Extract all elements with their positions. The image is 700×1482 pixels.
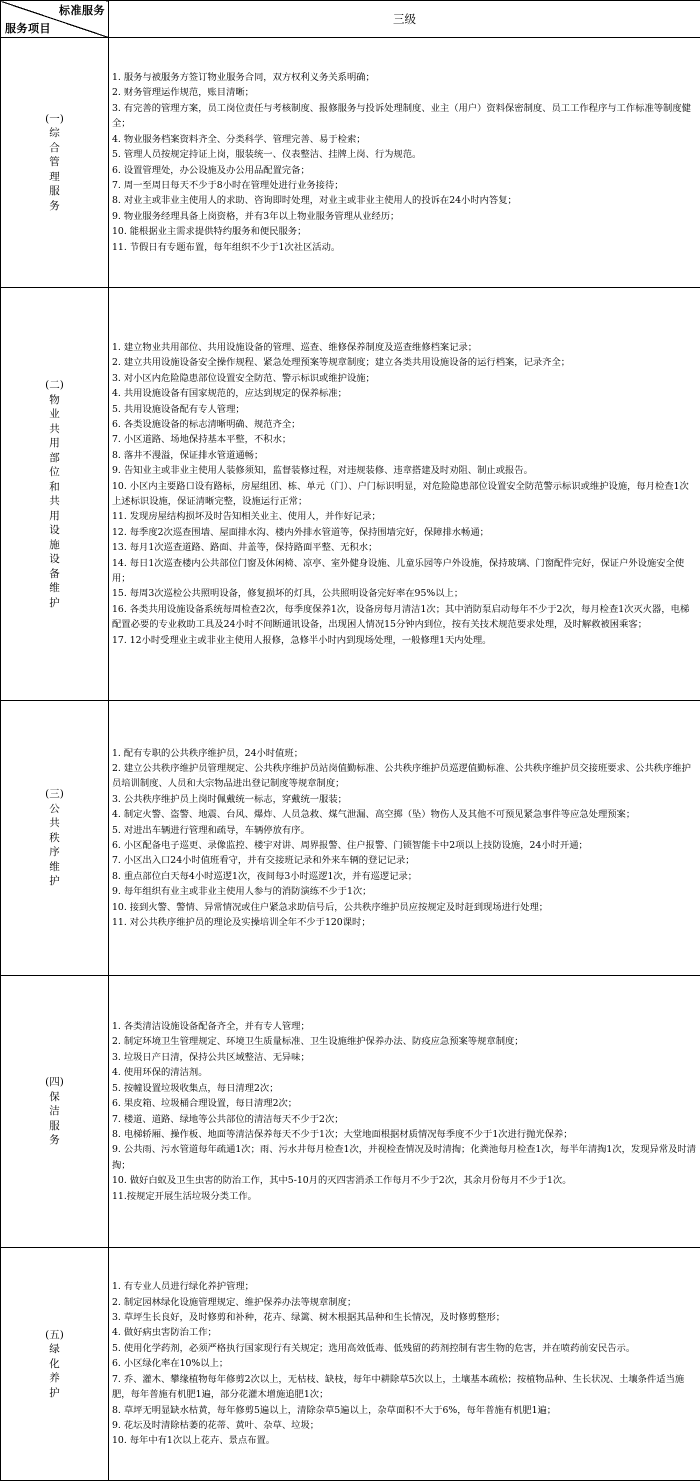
standard-item: 10. 每年中有1次以上花卉、景点布置。: [112, 1435, 276, 1447]
standard-item: 5. 按幢设置垃圾收集点，每日清理2次；: [112, 1082, 279, 1094]
standard-item: 2. 制定环境卫生管理规定、环境卫生质量标准、卫生设施维护保养办法、防疫应急预案等规章制度；: [112, 1036, 524, 1048]
standard-item-list: [112, 746, 697, 931]
standard-item: 7. 周一至周日每天不少于8小时在管理处进行业务接待；: [112, 179, 344, 191]
standard-item: 5. 对进出车辆进行管理和疏导，车辆停放有序。: [112, 824, 310, 836]
standard-item: 3. 对小区内危险隐患部位设置安全防范、警示标识或维护设施；: [112, 372, 375, 384]
standard-item-list: [112, 70, 697, 255]
standard-item: 7. 乔、灌木、攀缘植物每年修剪2次以上，无枯枝、缺枝，每年中耕除草5次以上，土壤基本疏松；按植物品种、生长状况、土壤条件适当施肥，每年普施有机肥1遍，部分花灌木增施追肥1次；: [112, 1373, 685, 1401]
standard-item: 8. 落井不漫溢，保证排水管道通畅；: [112, 449, 264, 461]
standard-item: 10. 小区内主要路口设有路标，房屋组团、栋、单元（门）、户门标识明显，对危险隐患部位设置安全防范警示标识或维护设施，每月检查1次上述标识设施，保证清晰完整，设施运行正常；: [112, 480, 689, 507]
standard-item: 6. 小区绿化率在10%以上；: [112, 1358, 229, 1370]
standard-content-cell: [109, 976, 700, 1248]
standard-item: 8. 草坪无明显缺水枯黄，每年修剪5遍以上，清除杂草5遍以上，杂草面积不大于6%，每年普施有机肥1遍；: [112, 1404, 557, 1416]
category-name: 物业共用部位和共用设施设备维护: [49, 393, 60, 609]
standard-item: 5. 管理人员按规定持证上岗，服装统一、仪表整洁、挂牌上岗、行为规范。: [112, 149, 422, 161]
standard-item: 11. 对公共秩序维护员的理论及实操培训全年不少于120课时；: [112, 917, 371, 929]
standard-item: 7. 小区出入口24小时值班看守，并有交接班记录和外来车辆的登记记录；: [112, 855, 415, 867]
standard-item: 1. 各类清洁设施设备配备齐全，并有专人管理；: [112, 1021, 310, 1033]
level-header: 三级: [109, 1, 700, 38]
standard-item-list: [112, 1279, 697, 1448]
category-cell: [1, 38, 109, 288]
standard-item-list: [112, 1019, 697, 1204]
standard-item: 11. 节假日有专题布置，每年组织不少于1次社区活动。: [112, 241, 341, 253]
standard-item: 3. 垃圾日产日清，保持公共区域整洁、无异味；: [112, 1051, 310, 1063]
standard-item: 3. 公共秩序维护员上岗时佩戴统一标志，穿戴统一服装；: [112, 793, 347, 805]
section-row: [1, 976, 700, 1248]
standard-item: 8. 对业主或非业主使用人的求助、咨询即时处理，对业主或非业主使用人的投诉在24小时内答复；: [112, 195, 517, 207]
standard-item: 10. 能根据业主需求提供特约服务和便民服务；: [112, 226, 307, 238]
standard-item: 2. 建立公共秩序维护员管理规定、公共秩序维护员站岗值勤标准、公共秩序维护员巡逻值勤标准、公共秩序维护员交接班要求、公共秩序维护员培训制度、人员和大宗物品进出登记制度等规章制度；: [112, 762, 691, 790]
standard-item: 4. 做好病虫害防治工作；: [112, 1327, 217, 1339]
standard-item: 8. 重点部位白天每4小时巡逻1次，夜间每3小时巡逻1次，并有巡逻记录；: [112, 870, 418, 882]
standard-item: 16. 各类共用设施设备系统每周检查2次，每季度保养1次，设备房每月清洁1次；其中消防泵启动每年不少于2次，每月检查1次灭火器，电梯配置必要的专业救助工具及24小时不间断通讯设备，出现困人情况15分钟内到位，按有关技术规范要求处理，及时解救被困乘客；: [112, 603, 690, 631]
standard-item: 6. 小区配备电子巡更、录像监控、楼宇对讲、周界报警、住户报警、门锁智能卡中2项以上技防设施，24小时开通；: [112, 840, 588, 851]
standard-item: 5. 共用设施设备配有专人管理；: [112, 403, 245, 415]
category-number: (五): [45, 1328, 64, 1341]
standard-item: 9. 公共雨、污水管道每年疏通1次；雨、污水井每月检查1次，并视检查情况及时清掏；化粪池每月检查1次，每半年清掏1次，发现异常及时清掏；: [112, 1144, 697, 1171]
standard-item: 6. 果皮箱、垃圾桶合理设置，每日清理2次；: [112, 1098, 298, 1110]
standard-item: 1. 配有专职的公共秩序维护员，24小时值班；: [112, 747, 303, 759]
standard-item: 10. 做好白蚁及卫生虫害的防治工作，其中5-10月的灭四害消杀工作每月不少于2次，其余月份每月不少于1次。: [112, 1175, 572, 1187]
standard-item: 11.按规定开展生活垃圾分类工作。: [112, 1190, 257, 1202]
standard-item: 10. 接到火警、警情、异常情况或住户紧急求助信号后，公共秩序维护员应按规定及时赶到现场进行处理；: [112, 901, 549, 913]
standard-item: 9. 物业服务经理具备上岗资格，并有3年以上物业服务管理从业经历；: [112, 210, 400, 222]
standard-item: 4. 使用环保的清洁剂。: [112, 1067, 208, 1079]
standard-item-list: [112, 340, 697, 648]
section-row: [1, 288, 700, 701]
standard-item: 3. 草坪生长良好，及时修剪和补种，花卉、绿篱、树木根据其品种和生长情况，及时修剪整形；: [112, 1312, 505, 1324]
standard-content-cell: [109, 701, 700, 976]
category-name: 保洁服务: [49, 1090, 60, 1147]
category-number: (三): [45, 788, 64, 801]
standard-item: 14. 每日1次巡查楼内公共部位门窗及休闲椅、凉亭、室外健身设施、儿童乐园等户外设施，保持玻璃、门窗配件完好，保证户外设施安全使用；: [112, 557, 685, 585]
header-row: [1, 1, 700, 38]
section-row: [1, 701, 700, 976]
standard-content-cell: [109, 38, 700, 288]
standard-item: 1. 有专业人员进行绿化养护管理；: [112, 1281, 254, 1293]
standard-item: 2. 建立共用设施设备安全操作规程、紧急处理预案等规章制度；建立各类共用设施设备的运行档案，记录齐全；: [112, 357, 571, 369]
category-number: (二): [45, 379, 64, 391]
standard-item: 13. 每月1次巡查道路、路面、井盖等，保持路面平整、无积水；: [112, 542, 378, 554]
standard-item: 4. 制定火警、盗警、地震、台风、爆炸、人员急救、煤气泄漏、高空掷（坠）物伤人及其他不可预见紧急事件等应急处理预案；: [112, 809, 636, 821]
standard-item: 17. 12小时受理业主或非业主使用人报修，急修半小时内到现场处理，一般修理1天内处理。: [112, 634, 492, 646]
standard-item: 7. 小区道路、场地保持基本平整，不积水；: [112, 434, 292, 446]
standard-item: 9. 告知业主或非业主使用人装修须知，监督装修过程，对违规装修、违章搭建及时劝阻、制止或报告。: [112, 465, 533, 477]
standard-item: 4. 共用设施设备有国家规范的，应达到规定的保养标准；: [112, 388, 347, 400]
section-row: [1, 38, 700, 288]
category-cell: [1, 976, 109, 1248]
standard-content-cell: [109, 1248, 700, 1481]
standard-item: 15. 每周3次巡检公共照明设备，修复损坏的灯具，公共照明设备完好率在95%以上；: [112, 588, 464, 600]
category-name: 综合管理服务: [49, 127, 60, 212]
standard-item: 5. 使用化学药剂，必须严格执行国家现行有关规定；选用高效低毒、低残留的药剂控制有害生物的危害，并在喷药前安民告示。: [112, 1342, 636, 1354]
category-cell: [1, 1248, 109, 1481]
category-cell: [1, 701, 109, 976]
category-number: (四): [45, 1076, 64, 1089]
standard-content-cell: [109, 288, 700, 701]
standard-item: 1. 建立物业共用部位、共用设施设备的管理、巡查、维修保养制度及巡查维修档案记录；: [112, 341, 478, 353]
standard-item: 4. 物业服务档案资料齐全、分类科学、管理完善、易于检索；: [112, 133, 366, 145]
diagonal-header-cell: [1, 1, 109, 38]
section-row: [1, 1248, 700, 1481]
standard-item: 12. 每季度2次巡查围墙、屋面排水沟、楼内外排水管道等，保持围墙完好，保障排水畅通；: [112, 526, 489, 538]
standard-item: 6. 各类设施设备的标志清晰明确、规范齐全；: [112, 418, 301, 430]
service-items-label: 服务项目: [5, 22, 51, 35]
standard-item: 1. 服务与被服务方签订物业服务合同，双方权利义务关系明确；: [112, 72, 375, 84]
standard-item: 9. 花坛及时清除枯萎的花蒂、黄叶、杂草、垃圾；: [112, 1419, 320, 1431]
standard-item: 6. 设置管理处，办公设施及办公用品配置完备；: [112, 164, 310, 176]
standard-services-label: 标准服务: [59, 4, 105, 17]
standard-item: 2. 制定园林绿化设施管理规定、维护保养办法等规章制度；: [112, 1296, 357, 1308]
standard-item: 2. 财务管理运作规范，账目清晰；: [112, 87, 254, 99]
category-number: (一): [45, 112, 64, 125]
category-name: 公共秩序维护: [49, 802, 60, 888]
category-name: 绿化养护: [49, 1343, 60, 1399]
standard-item: 8. 电梯轿厢、操作板、地面等清洁保养每天不少于1次；大堂地面根据材质情况每季度不少于1次进行抛光保养；: [112, 1128, 573, 1140]
standard-item: 9. 每年组织有业主或非业主使用人参与的消防演练不少于1次；: [112, 886, 372, 898]
standard-item: 11. 发现房屋结构损坏及时告知相关业主、使用人，并作好记录；: [112, 511, 381, 523]
category-cell: [1, 288, 109, 701]
standard-item: 3. 有完善的管理方案，员工岗位责任与考核制度、报修服务与投诉处理制度、业主（用户）资料保密制度、员工工作程序与工作标准等制度健全；: [112, 102, 691, 130]
standard-item: 7. 楼道、道路、绿地等公共部位的清洁每天不少于2次；: [112, 1113, 344, 1125]
